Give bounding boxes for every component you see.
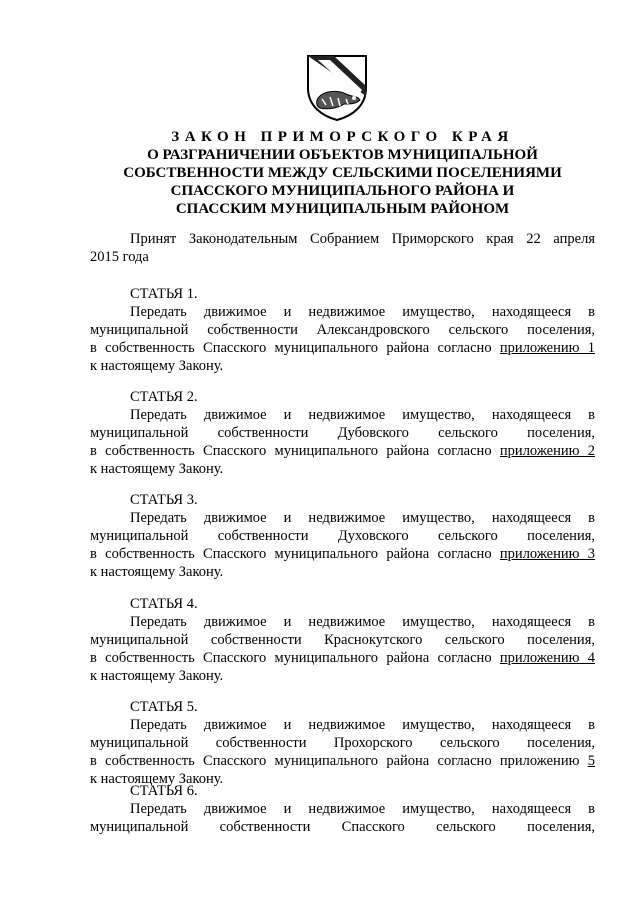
law-subtitle-line: СПАССКИМ МУНИЦИПАЛЬНЫМ РАЙОНОМ <box>175 201 510 217</box>
appendix-link[interactable]: приложению 1 <box>499 340 596 356</box>
article-text: Передать движимое и недвижимое имущество, находящееся в <box>130 510 595 526</box>
article-4 <box>90 595 595 685</box>
law-title: ЗАКОН ПРИМОРСКОГО КРАЯ <box>171 129 514 145</box>
article-text: в собственность Спасского муниципального района согласно <box>90 443 492 459</box>
law-subtitle-line: О РАЗГРАНИЧЕНИИ ОБЪЕКТОВ МУНИЦИПАЛЬНОЙ <box>147 147 538 163</box>
law-subtitle-line: СПАССКОГО МУНИЦИПАЛЬНОГО РАЙОНА И <box>170 183 515 199</box>
article-3 <box>90 491 595 581</box>
adoption-date: 2015 года <box>90 249 149 265</box>
coat-of-arms-icon <box>304 52 370 122</box>
article-heading: СТАТЬЯ 1. <box>130 286 198 302</box>
law-subtitle-line: СОБСТВЕННОСТИ МЕЖДУ СЕЛЬСКИМИ ПОСЕЛЕНИЯМИ <box>123 165 562 181</box>
article-text: муниципальной собственности Спасского сельского поселения, <box>90 819 595 835</box>
article-1 <box>90 285 595 375</box>
article-text: Передать движимое и недвижимое имущество, находящееся в <box>130 717 595 733</box>
article-text: в собственность Спасского муниципального района согласно <box>90 340 492 356</box>
article-text: к настоящему Закону. <box>90 668 224 684</box>
article-text: Передать движимое и недвижимое имущество, находящееся в <box>130 801 595 817</box>
appendix-link[interactable]: приложению 4 <box>499 650 596 666</box>
adoption-text: Принят Законодательным Собранием Приморского края 22 апреля <box>130 231 595 247</box>
article-2 <box>90 388 595 478</box>
appendix-link[interactable]: приложению 2 <box>499 443 596 459</box>
article-text: к настоящему Закону. <box>90 771 224 787</box>
article-heading: СТАТЬЯ 3. <box>130 492 198 508</box>
appendix-link[interactable]: 5 <box>587 753 596 769</box>
article-text: к настоящему Закону. <box>90 461 224 477</box>
article-heading: СТАТЬЯ 2. <box>130 389 198 405</box>
article-text: муниципальной собственности Прохорского сельского поселения, <box>90 735 595 751</box>
article-text: Передать движимое и недвижимое имущество, находящееся в <box>130 304 595 320</box>
article-text: муниципальной собственности Духовского сельского поселения, <box>90 528 595 544</box>
article-text: муниципальной собственности Александровского сельского поселения, <box>90 322 595 338</box>
appendix-link[interactable]: приложению 3 <box>499 546 596 562</box>
article-text: муниципальной собственности Краснокутского сельского поселения, <box>90 632 595 648</box>
article-heading: СТАТЬЯ 6. <box>130 783 198 799</box>
article-text: к настоящему Закону. <box>90 564 224 580</box>
article-heading: СТАТЬЯ 5. <box>130 699 198 715</box>
article-5 <box>90 698 595 788</box>
article-heading: СТАТЬЯ 4. <box>130 596 198 612</box>
article-text: Передать движимое и недвижимое имущество, находящееся в <box>130 407 595 423</box>
article-text: в собственность Спасского муниципального района согласно приложению <box>90 753 580 769</box>
article-text: в собственность Спасского муниципального района согласно <box>90 546 492 562</box>
article-text: к настоящему Закону. <box>90 358 224 374</box>
adoption-note <box>90 230 595 266</box>
article-text: Передать движимое и недвижимое имущество, находящееся в <box>130 614 595 630</box>
article-text: муниципальной собственности Дубовского сельского поселения, <box>90 425 595 441</box>
article-6 <box>90 782 595 836</box>
article-text: в собственность Спасского муниципального района согласно <box>90 650 492 666</box>
document-title <box>90 128 595 218</box>
